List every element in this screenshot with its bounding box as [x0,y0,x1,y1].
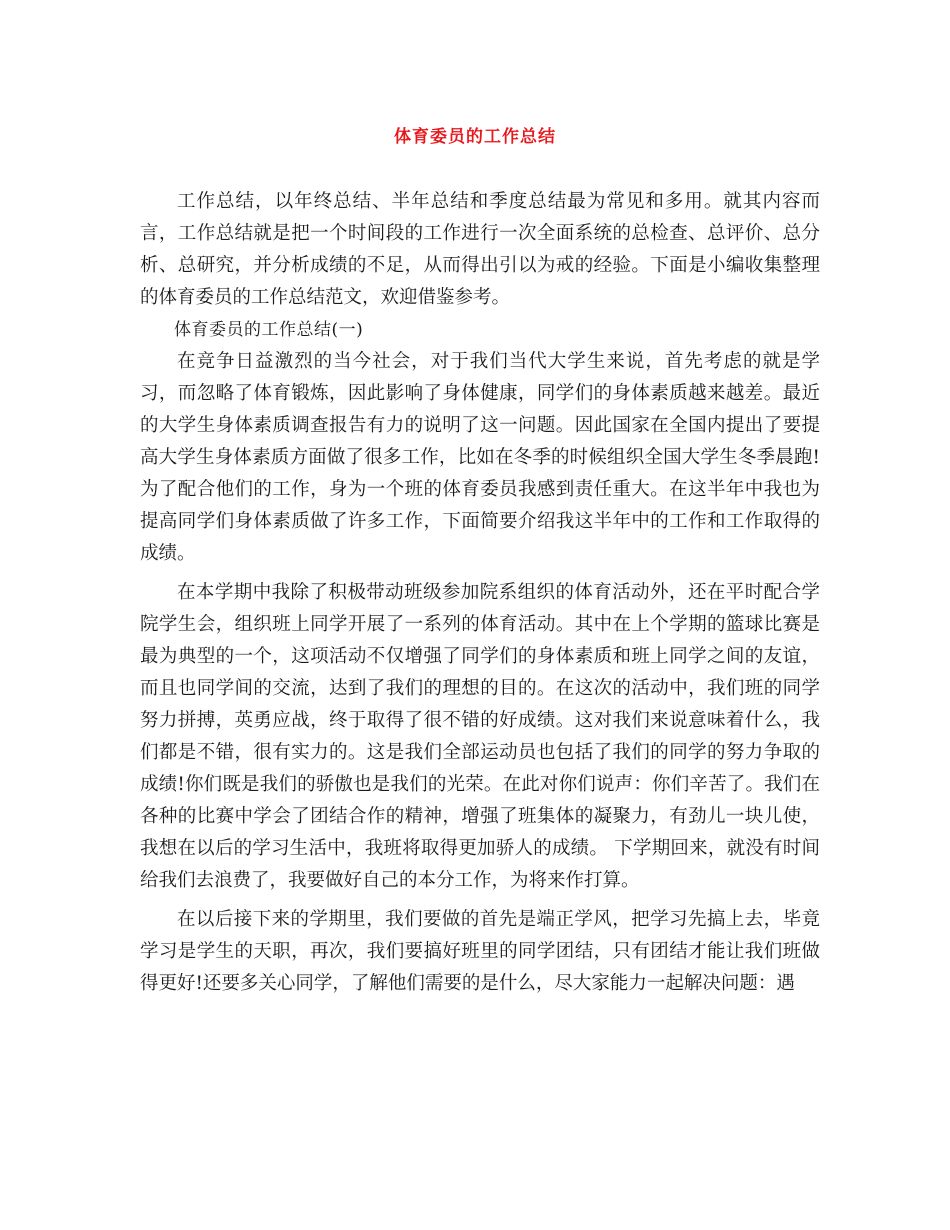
body-paragraph: 在本学期中我除了积极带动班级参加院系组织的体育活动外，还在平时配合学院学生会，组织班上同学开展了一系列的体育活动。其中在上个学期的篮球比赛是最为典型的一个，这项活动不仅增强了同学们的身体素质和班上同学之间的友谊，而且也同学间的交流，达到了我们的理想的目的。在这次的活动中，我们班的同学努力拼搏，英勇应战，终于取得了很不错的好成绩。这对我们来说意味着什么，我们都是不错，很有实力的。这是我们全部运动员也包括了我们的同学的努力争取的成绩!你们既是我们的骄傲也是我们的光荣。在此对你们说声：你们辛苦了。我们在各种的比赛中学会了团结合作的精神，增强了班集体的凝聚力，有劲儿一块儿使，我想在以后的学习生活中，我班将取得更加骄人的成绩。 下学期回来，就没有时间给我们去浪费了，我要做好自己的本分工作，为将来作打算。 [140,582,820,891]
intro-paragraph: 工作总结，以年终总结、半年总结和季度总结最为常见和多用。就其内容而言，工作总结就是把一个时间段的工作进行一次全面系统的总检查、总评价、总分析、总研究，并分析成绩的不足，从而得出引以为戒的经验。下面是小编收集整理的体育委员的工作总结范文，欢迎借鉴参考。 [140,191,820,308]
document-title: 体育委员的工作总结 [394,127,556,147]
body-paragraph: 在竞争日益激烈的当今社会，对于我们当代大学生来说，首先考虑的就是学习，而忽略了体育锻炼，因此影响了身体健康，同学们的身体素质越来越差。最近的大学生身体素质调查报告有力的说明了这一问题。因此国家在全国内提出了要提高大学生身体素质方面做了很多工作，比如在冬季的时候组织全国大学生冬季晨跑!为了配合他们的工作，身为一个班的体育委员我感到责任重大。在这半年中我也为提高同学们身体素质做了许多工作，下面简要介绍我这半年中的工作和工作取得的成绩。 [140,351,820,564]
body-paragraph: 在以后接下来的学期里，我们要做的首先是端正学风，把学习先搞上去，毕竟学习是学生的天职，再次，我们要搞好班里的同学团结，只有团结才能让我们班做得更好!还要多关心同学，了解他们需要的是什么，尽大家能力一起解决问题：遇 [140,909,820,994]
section-heading: 体育委员的工作总结(一) [174,320,364,340]
document-body [140,186,820,1000]
